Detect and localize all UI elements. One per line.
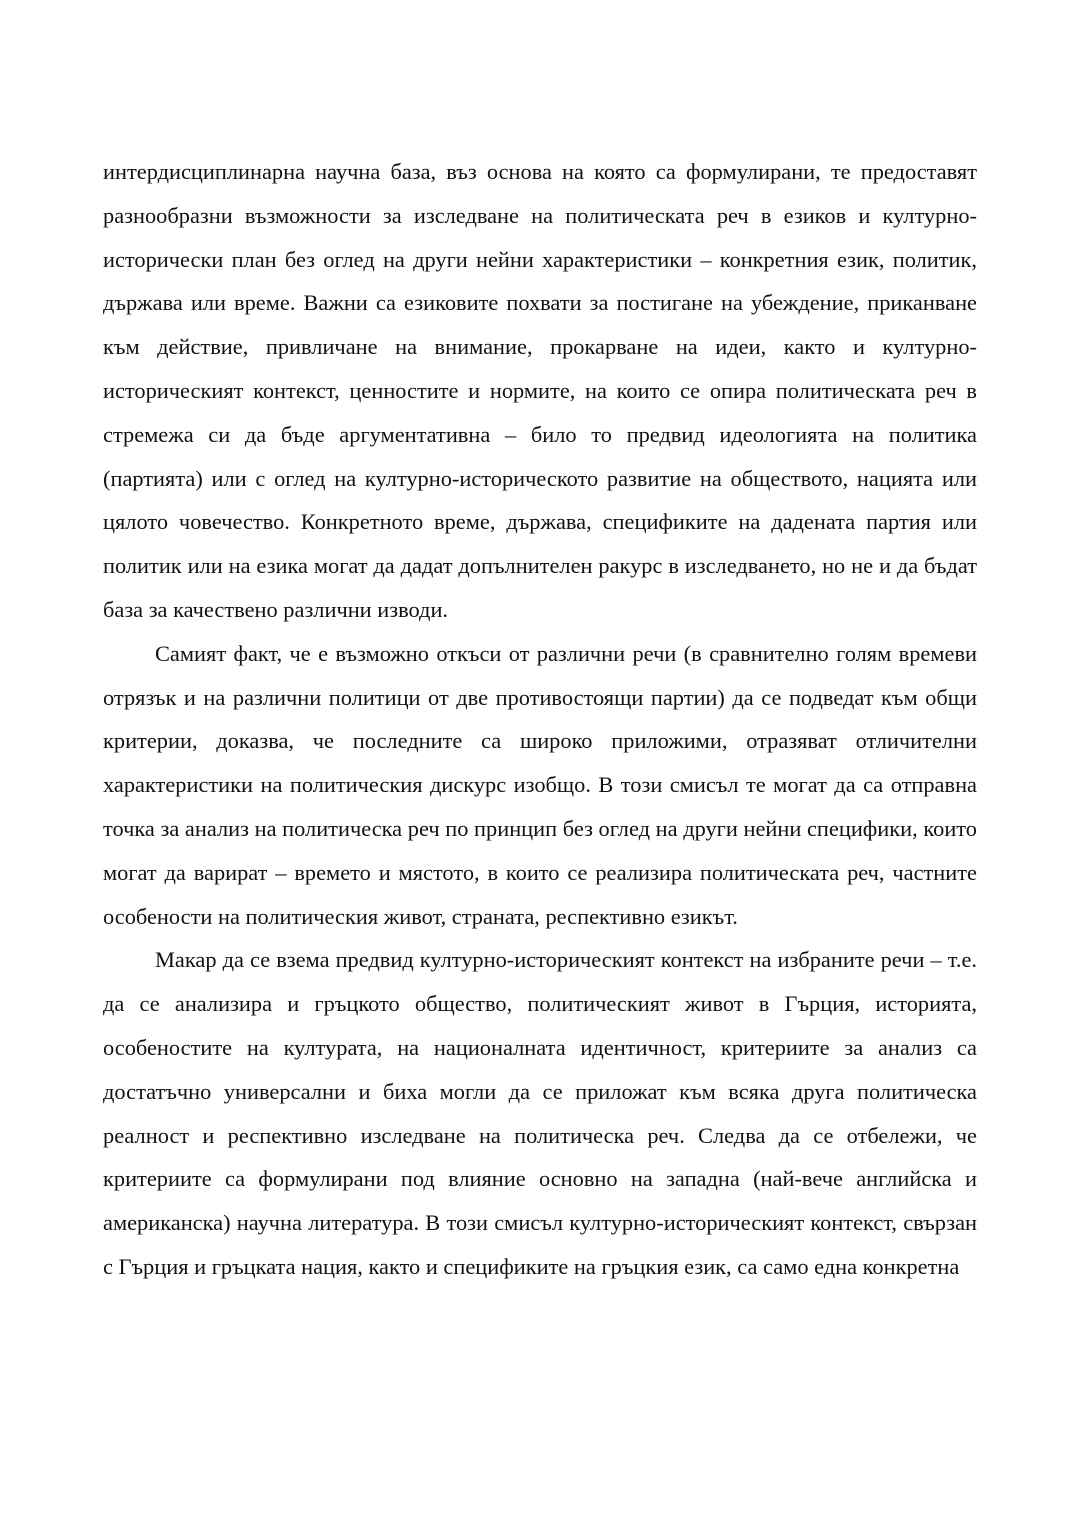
paragraph-continuation: интердисциплинарна научна база, въз основа на която са формулирани, те предоставят разнообразни възможности за изследване на политическата реч в езиков и културно-исторически план без оглед на други нейни характеристики – конкретния език, политик, държава или време. Важни са езиковите похвати за постигане на убеждение, приканване към действие, привличане на внимание, прокарване на идеи, както и културно-историческият контекст, ценностите и нормите, на които се опира политическата реч в стремежа си да бъде аргументативна – било то предвид идеологията на политика (партията) или с оглед на културно-историческото развитие на обществото, нацията или цялото човечество. Конкретното време, държава, спецификите на дадената партия или политик или на езика могат да дадат допълнителен ракурс в изследването, но не и да бъдат база за качествено различни изводи. xyxy=(103,159,977,622)
paragraph-criteria-applicability: Самият факт, че е възможно откъси от различни речи (в сравнително голям времеви отрязък и на различни политици от две противостоящи партии) да се подведат към общи критерии, доказва, че последните са широко приложими, отразяват отличителни характеристики на политическия дискурс изобщо. В този смисъл те могат да са отправна точка за анализ на политическа реч по принцип без оглед на други нейни специфики, които могат да варират – времето и мястото, в които се реализира политическата реч, частните особености на политическия живот, страната, респективно езикът. xyxy=(103,640,977,929)
paragraph-cultural-context: Макар да се взема предвид културно-историческият контекст на избраните речи – т.е. да се анализира и гръцкото общество, политическият живот в Гърция, историята, особеностите на културата, на националната идентичност, критериите за анализ са достатъчно универсални и биха могли да се приложат към всяка друга политическа реалност и респективно изследване на политическа реч. Следва да се отбележи, че критериите са формулирани под влияние основно на западна (най-вече английска и американска) научна литература. В този смисъл културно-историческият контекст, свързан с Гърция и гръцката нация, както и спецификите на гръцкия език, са само една конкретна xyxy=(103,947,977,1279)
body-text xyxy=(103,150,977,1289)
